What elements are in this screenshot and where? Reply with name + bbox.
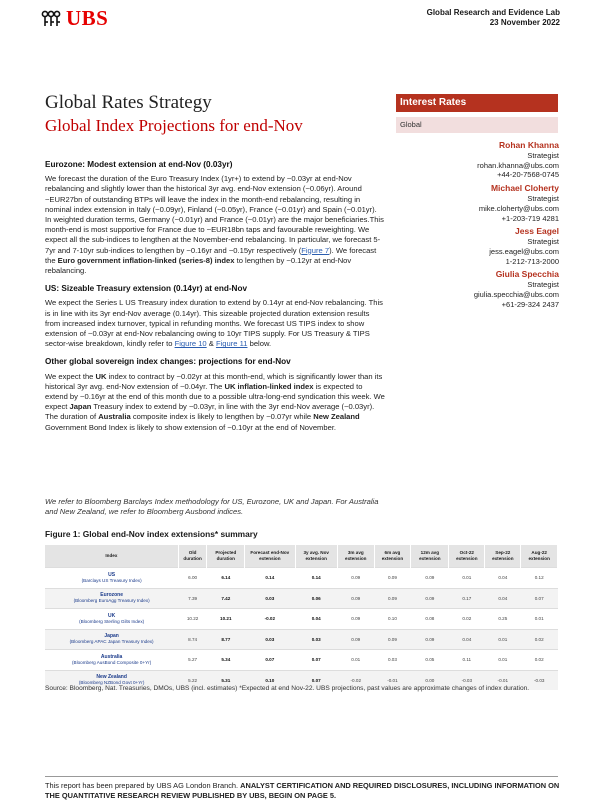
- analyst-role: Strategist: [527, 194, 559, 204]
- text-span: Treasury index to extend by ~0.03yr, in line with the 3yr end-Nov average (~0.03yr). The duration of: [45, 402, 375, 422]
- table-cell: 0.07: [295, 650, 337, 671]
- table-cell: 0.14: [295, 568, 337, 589]
- text-span: below.: [247, 339, 272, 349]
- index-name: Eurozone: [100, 592, 124, 599]
- column-header: Index: [45, 545, 178, 568]
- table-cell: 0.04: [485, 568, 521, 589]
- text-span: We expect the Series L US Treasury index duration to extend by 0.14yr at end-Nov rebalancing. This is in line with its 3yr end-Nov average (0.14yr). This sizeable projected duration extension results from increased index turnover, typical in refunding months. We forecast US TIPS index to show extension of ~0.03yr at end-Nov rebalancing owing to 10yr TIPS supply. For US Treasury & TIPS sector-wise breakdown, kindly refer to: [45, 298, 383, 349]
- table-cell: 0.02: [521, 650, 558, 671]
- table-cell: 0.03: [245, 588, 295, 609]
- table-header-row: [45, 545, 558, 568]
- analyst-name: Michael Cloherty: [490, 183, 559, 194]
- column-header: 3m avg extension: [337, 545, 374, 568]
- column-header: Oct-22 extension: [449, 545, 485, 568]
- paragraph-eurozone: [45, 174, 385, 276]
- table-cell: 0.09: [337, 609, 374, 630]
- table-cell: 5.22: [178, 670, 207, 690]
- analyst-name: Rohan Khanna: [499, 140, 559, 150]
- column-header: 3y avg. Nov extension: [295, 545, 337, 568]
- table-cell: 0.10: [374, 609, 411, 630]
- figure-7-link[interactable]: Figure 7: [301, 245, 330, 255]
- analyst-email[interactable]: rohan.khanna@ubs.com: [477, 160, 559, 170]
- section-heading-us: US: Sizeable Treasury extension (0.14yr) at end-Nov: [45, 284, 248, 294]
- text-span: composite index is likely to lengthen by ~0.07yr while: [130, 412, 314, 422]
- table-cell: 0.09: [337, 588, 374, 609]
- index-name: Australia: [100, 653, 123, 660]
- analyst-phone: +61-29-324 2437: [501, 299, 559, 309]
- bold-span: Australia: [98, 412, 131, 422]
- analyst-card: [474, 183, 559, 223]
- table-cell: 8.74: [178, 629, 207, 650]
- table-cell: 0.01: [337, 650, 374, 671]
- index-subname: (Bloomberg Sterling Gilts Index): [79, 618, 145, 624]
- table-cell: 10.21: [207, 609, 245, 630]
- analyst-list: [474, 140, 559, 312]
- table-cell: -0.02: [245, 609, 295, 630]
- division-name: Global Research and Evidence Lab: [426, 8, 560, 17]
- figure-11-link[interactable]: Figure 11: [215, 339, 248, 349]
- table-cell: 0.01: [521, 609, 558, 630]
- index-name: US: [108, 571, 116, 578]
- table-cell: 0.05: [411, 650, 449, 671]
- table-cell: 0.03: [295, 629, 337, 650]
- section-badge: Interest Rates: [396, 94, 558, 112]
- table-cell: -0.01: [485, 670, 521, 690]
- index-name-cell: [45, 629, 178, 650]
- table-cell: -0.01: [374, 670, 411, 690]
- table-cell: 0.17: [449, 588, 485, 609]
- region-badge: Global: [396, 117, 558, 133]
- table-cell: 0.02: [449, 609, 485, 630]
- analyst-role: Strategist: [527, 237, 559, 247]
- column-header: 12m avg extension: [411, 545, 449, 568]
- text-span: &: [206, 339, 216, 349]
- column-header: Aug-22 extension: [521, 545, 558, 568]
- table-cell: 7.42: [207, 588, 245, 609]
- index-name: New Zealand: [96, 674, 127, 681]
- table-cell: 0.09: [411, 568, 449, 589]
- index-name-cell: [45, 588, 178, 609]
- table-cell: -0.03: [521, 670, 558, 690]
- figure-10-link[interactable]: Figure 10: [174, 339, 207, 349]
- table-cell: 0.25: [485, 609, 521, 630]
- logo-text: UBS: [66, 6, 109, 30]
- footer-divider: [45, 776, 558, 777]
- table-cell: 0.09: [337, 568, 374, 589]
- table-cell: 0.12: [521, 568, 558, 589]
- index-subname: (Bloomberg APAC Japan Treasury Index): [69, 639, 154, 645]
- table-cell: 0.04: [485, 588, 521, 609]
- bold-span: UK: [95, 371, 107, 381]
- analyst-card: [474, 226, 559, 266]
- bold-span: Japan: [69, 402, 92, 412]
- paragraph-other: [45, 372, 385, 433]
- report-header: [427, 8, 560, 28]
- text-span: to lengthen by ~0.12yr at end-Nov rebalancing.: [45, 255, 352, 276]
- column-header: Forecast end-Nov extension: [245, 545, 295, 568]
- table-cell: 10.22: [178, 609, 207, 630]
- analyst-phone: +44-20-7568-0745: [497, 170, 559, 180]
- index-name-cell: [45, 609, 178, 630]
- table-cell: 5.27: [178, 650, 207, 671]
- analyst-role: Strategist: [527, 151, 559, 160]
- page-subtitle: Global Index Projections for end-Nov: [45, 116, 303, 135]
- footer-bold-text: ANALYST CERTIFICATION AND REQUIRED DISCLOSURES, INCLUDING INFORMATION ON THE QUANTITATIVE RESEARCH REVIEW PUBLISHED BY UBS, BEGIN ON PAGE 5.: [45, 781, 560, 800]
- table-row: [45, 609, 558, 630]
- table-cell: 0.06: [295, 588, 337, 609]
- column-header: Projected duration: [207, 545, 245, 568]
- table-row: [45, 568, 558, 589]
- table-cell: -0.02: [337, 670, 374, 690]
- table-cell: 0.04: [295, 609, 337, 630]
- table-cell: -0.03: [449, 670, 485, 690]
- report-body: [45, 160, 385, 441]
- table-cell: 0.09: [374, 629, 411, 650]
- ubs-logo: [40, 6, 108, 31]
- table-cell: 0.01: [485, 629, 521, 650]
- table-cell: 0.08: [411, 609, 449, 630]
- table-cell: 5.31: [207, 670, 245, 690]
- table-cell: 0.09: [411, 588, 449, 609]
- index-name-cell: [45, 650, 178, 671]
- footer-disclosure: [45, 781, 565, 800]
- index-name: Japan: [104, 633, 119, 640]
- analyst-role: Strategist: [527, 280, 559, 290]
- table-cell: 6.14: [207, 568, 245, 589]
- table-cell: 0.07: [295, 670, 337, 690]
- table-cell: 0.03: [374, 650, 411, 671]
- index-name-cell: [45, 568, 178, 589]
- table-row: [45, 588, 558, 609]
- table-cell: 0.04: [449, 629, 485, 650]
- table-cell: 8.77: [207, 629, 245, 650]
- column-header: Old duration: [178, 545, 207, 568]
- table-cell: 0.01: [449, 568, 485, 589]
- table-cell: 0.07: [521, 588, 558, 609]
- analyst-email[interactable]: giulia.specchia@ubs.com: [473, 290, 559, 300]
- text-span: We forecast the duration of the Euro Treasury Index (1yr+) to extend by ~0.03yr at end-Nov rebalancing and slightly lower than the historical 3yr avg. end-Nov extension (~0.06yr). Around ~EUR27bn of outstanding BTPs will leave the index in the month-end rebalancing, resulting in nominal index extension in Italy (~0.09yr), Finland (~0.05yr), France (~0.01yr) and Spain (~0.01yr). In weighted duration terms, Germany (~0.01yr) and France (~0.01yr) are the major beneficiaries.This month-end is most supportive for France due to ~EUR18bn taps and favourable reweighting. We expect all the sub-indices to lengthen at the November-end rebalancing. In particular, we forecast 5-7yr and 7-10yr sub-indices to lengthen by ~0.16yr and ~0.15yr respectively (: [45, 174, 384, 255]
- index-subname: (Bloomberg NZBond Govt 0+Yr): [78, 680, 145, 686]
- text-span: We expect the: [45, 371, 96, 381]
- bold-span: UK inflation-linked index: [224, 381, 314, 391]
- bold-span: Euro government inflation-linked (series-8) index: [57, 255, 235, 265]
- table-cell: 0.03: [245, 629, 295, 650]
- analyst-card: [474, 269, 559, 309]
- table-cell: 0.09: [411, 629, 449, 650]
- table-cell: 0.10: [245, 670, 295, 690]
- table-cell: 7.39: [178, 588, 207, 609]
- column-header: 6m avg extension: [374, 545, 411, 568]
- paragraph-us: [45, 298, 385, 349]
- table-cell: 0.09: [337, 629, 374, 650]
- column-header: Sep-22 extension: [485, 545, 521, 568]
- table-cell: 0.09: [374, 588, 411, 609]
- table-cell: 0.07: [245, 650, 295, 671]
- section-heading-other: Other global sovereign index changes: projections for end-Nov: [45, 357, 291, 367]
- table-row: [45, 650, 558, 671]
- bold-span: New Zealand: [313, 412, 360, 422]
- methodology-note: We refer to Bloomberg Barclays Index methodology for US, Eurozone, UK and Japan. For Australia and New Zealand, we refer to Bloomberg Ausbond indices.: [45, 497, 379, 517]
- analyst-name: Giulia Specchia: [495, 269, 559, 280]
- table-cell: 0.00: [411, 670, 449, 690]
- table-cell: 0.02: [521, 629, 558, 650]
- figure-title: Figure 1: Global end-Nov index extensions* summary: [45, 529, 258, 539]
- index-subname: (Bloomberg AusBond Composite 0+Yr): [71, 659, 152, 665]
- report-date: 23 November 2022: [489, 18, 560, 27]
- text-span: ). We forecast the: [45, 245, 377, 265]
- index-subname: (Barclays US Treasury Index): [81, 577, 142, 583]
- text-span: index to contract by ~0.02yr at this month-end, which is significantly lower than its historical 3yr avg. end-Nov extension of ~0.04yr. The: [45, 371, 383, 391]
- analyst-email[interactable]: mike.cloherty@ubs.com: [478, 203, 559, 213]
- table-cell: 0.01: [485, 650, 521, 671]
- table-cell: 0.09: [374, 568, 411, 589]
- index-subname: (Bloomberg EuroAgg Treasury Index): [73, 598, 150, 604]
- table-cell: 5.34: [207, 650, 245, 671]
- summary-table: [45, 545, 558, 690]
- analyst-phone: 1-212-713-2000: [505, 256, 559, 266]
- table-cell: 6.00: [178, 568, 207, 589]
- analyst-email[interactable]: jess.eagel@ubs.com: [489, 246, 559, 256]
- section-heading-eurozone: Eurozone: Modest extension at end-Nov (0.03yr): [45, 160, 233, 169]
- text-span: is expected to extend by ~0.16yr at the end of this month due to a possible ultra-long-end syndication this week. We expect: [45, 381, 385, 412]
- page-title: Global Rates Strategy: [45, 92, 212, 113]
- index-name: UK: [108, 612, 116, 619]
- analyst-card: [474, 140, 559, 180]
- figure-source: Source: Bloomberg, Nat. Treasuries, DMOs, UBS (incl. estimates) *Expected at end Nov-22. UBS projections, past values are approximate changes of index duration.: [45, 685, 530, 692]
- table-cell: 0.14: [245, 568, 295, 589]
- table-row: [45, 629, 558, 650]
- analyst-name: Jess Eagel: [515, 226, 559, 237]
- analyst-phone: +1-203-719 4281: [501, 213, 559, 223]
- text-span: Government Bond Index is likely to show extension of ~0.10yr at the end of November.: [45, 422, 337, 432]
- ubs-keys-icon: [40, 10, 62, 28]
- footer-text: This report has been prepared by UBS AG London Branch.: [45, 781, 241, 790]
- table-cell: 0.11: [449, 650, 485, 671]
